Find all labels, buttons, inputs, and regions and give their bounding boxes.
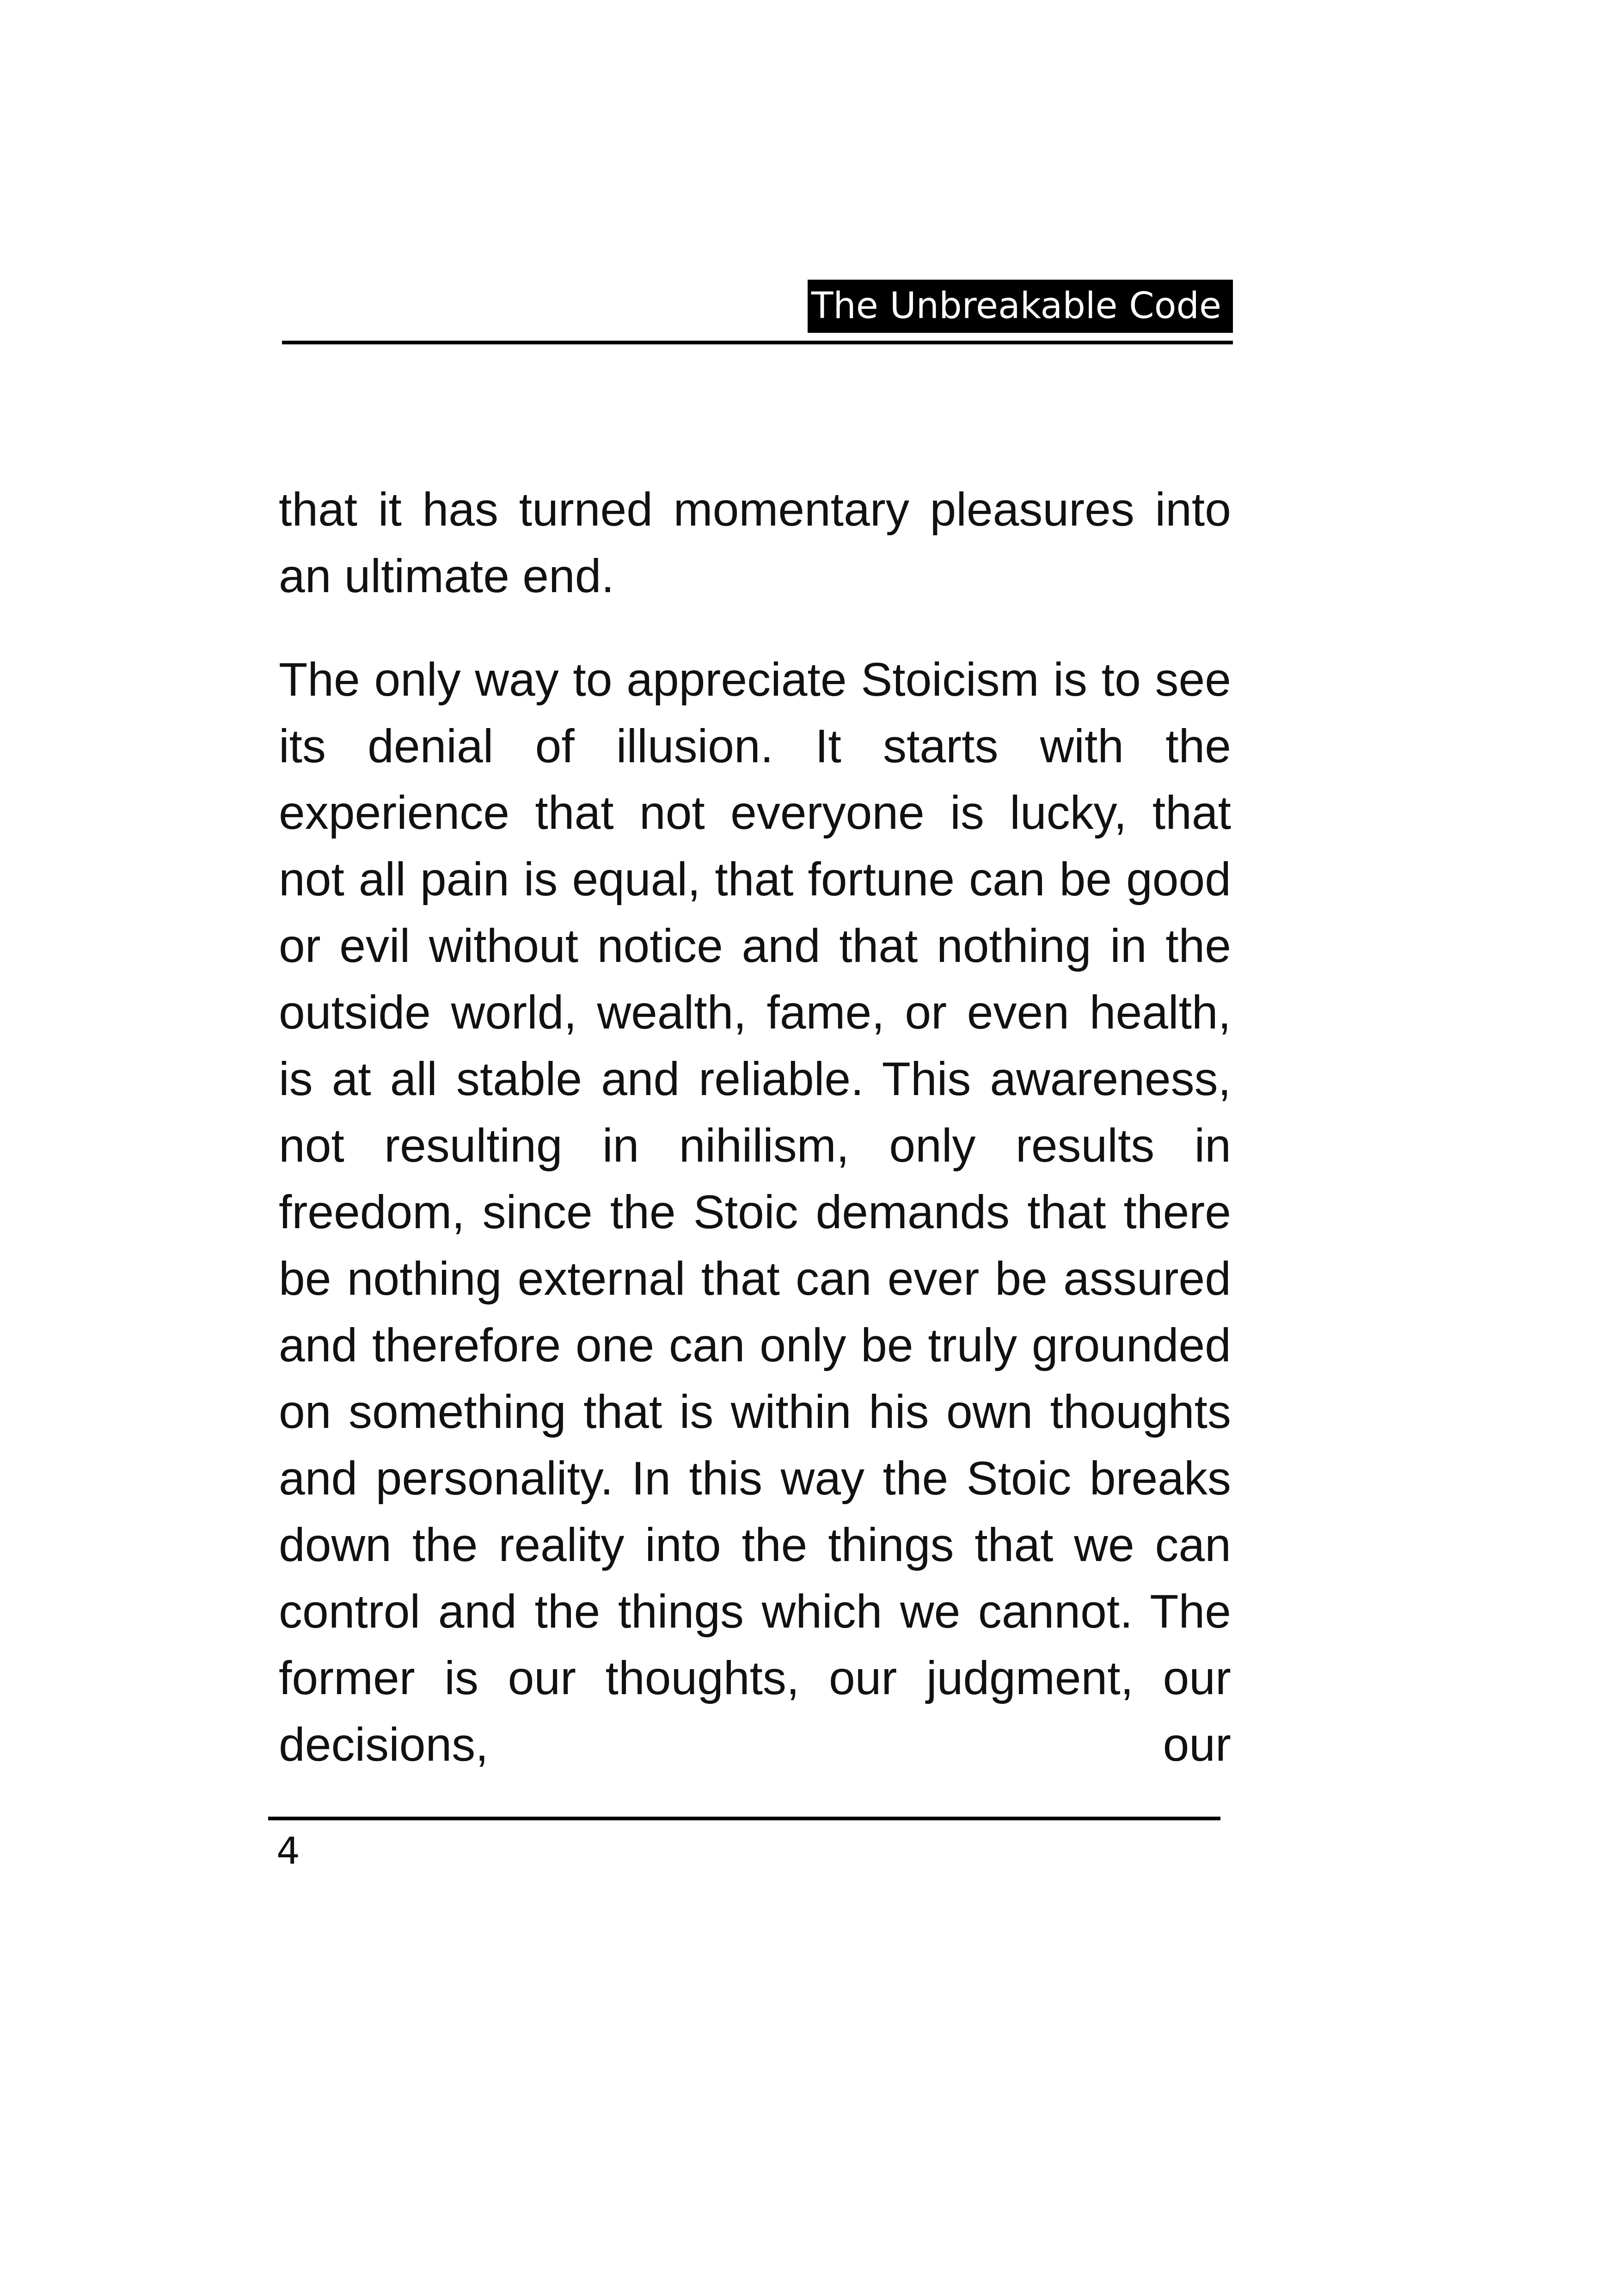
- paragraph-1: that it has turned momentary pleasures into an ultimate end.: [279, 483, 1231, 602]
- page-number: 4: [276, 1830, 300, 1873]
- running-header-title: The Unbreakable Code: [808, 280, 1233, 333]
- body-text: [279, 476, 1231, 1778]
- header-rule: [282, 341, 1233, 344]
- footer-rule: [268, 1817, 1220, 1820]
- paragraph-2: The only way to appreciate Stoicism is to see its denial of illusion. It starts with the experience that not everyone is lucky, that not all pain is equal, that fortune can be good or evil without notice and that nothing in the outside world, wealth, fame, or even health, is at all stable and reliable. This awareness, not resulting in nihilism, only results in freedom, since the Stoic demands that there be nothing external that can ever be assured and therefore one can only be truly grounded on something that is within his own thoughts and personality. In this way the Stoic breaks down the reality into the things that we can control and the things which we cannot. The former is our thoughts, our judgment, our decisions, our: [279, 653, 1231, 1771]
